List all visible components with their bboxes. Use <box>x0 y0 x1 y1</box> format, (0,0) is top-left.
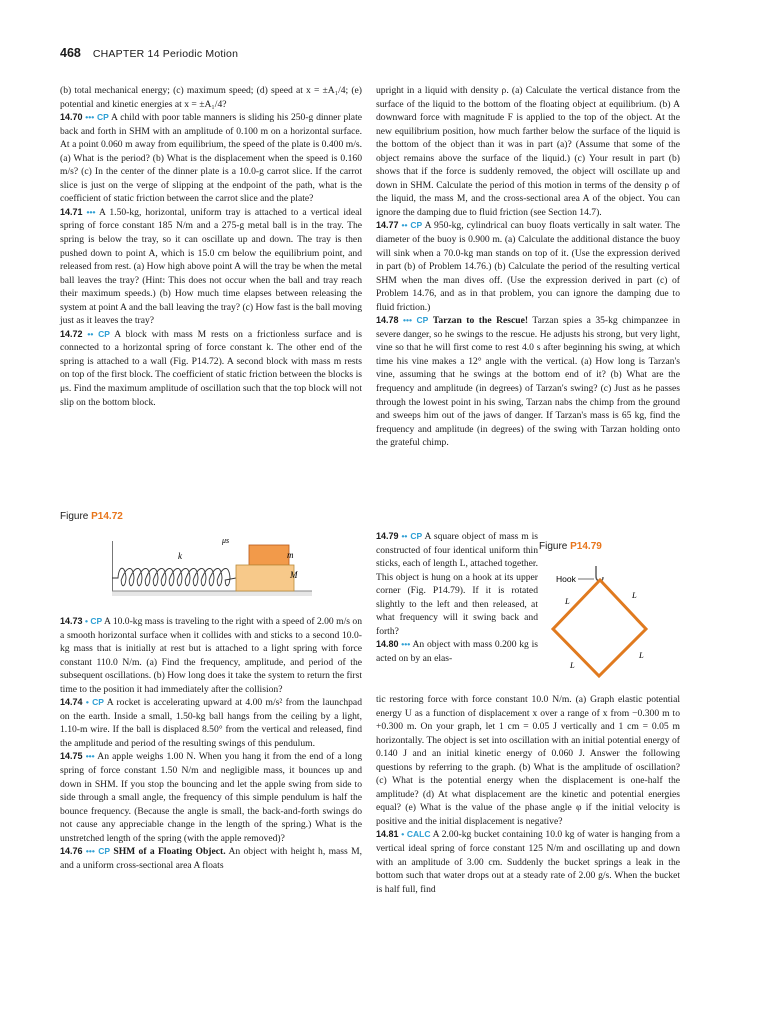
m-label: m <box>287 550 294 560</box>
problem-14-79 <box>376 530 538 638</box>
problem-text: A block with mass M rests on a frictionless surface and is connected to a horizontal spring of force constant k. The other end of the spring is attached to a wall (Fig. P14.72). A second block with mass m rests on top of the first block. The coefficient of static friction between the blocks is μs. Find the maximum amplitude of oscillation such that the top block will not slip on the bottom block. <box>60 328 362 408</box>
side-label-L: L <box>565 596 570 606</box>
floor <box>112 591 312 596</box>
difficulty-dots: • <box>85 697 89 708</box>
hook-label: Hook <box>556 574 576 584</box>
mu-s-label: μs <box>222 536 230 545</box>
problem-text: A 2.00-kg bucket containing 10.0 kg of water is hanging from a vertical ideal spring of force constant 125 N/m and oscillating up and down with an amplitude of 3.00 cm. Suddenly the bucket springs a leak in the bottom such that water drops out at a steady rate of 2.00 g/s. When the bucket is half full, find <box>376 829 681 895</box>
difficulty-dots: ••• <box>403 315 412 326</box>
cp-tag: CP <box>92 697 104 708</box>
difficulty-dots: ••• <box>86 206 96 217</box>
difficulty-dots: • <box>401 829 405 840</box>
chapter-title: CHAPTER 14 Periodic Motion <box>92 48 239 60</box>
page-number: 468 <box>60 46 81 60</box>
problem-14-78 <box>376 314 680 449</box>
problem-text: A 1.50-kg, horizontal, uniform tray is attached to a vertical ideal spring of force constant 185 N/m and a 275-g metal ball is in the tray. The spring is below the tray, so it can oscillate up and down. The tray is then pushed down to point A, which is 15.0 cm below the equilibrium point, and released from rest. (a) How high above point A will the tray be when the metal ball leaves the tray? (Hint: This does not occur when the ball and tray reach their maximum speeds.) (b) How much time elapses between releasing the system at point A and the ball leaving the tray? (c) How fast is the ball moving just as it leaves the tray? <box>60 206 362 327</box>
calc-tag: CALC <box>406 829 431 840</box>
difficulty-dots: ••• <box>401 639 411 650</box>
running-head <box>60 46 238 62</box>
difficulty-dots: ••• <box>85 846 95 857</box>
cp-tag: CP <box>416 315 429 326</box>
continued-text: (b) total mechanical energy; (c) maximum speed; (d) speed at x = ±A₁/4; (e) potential and kinetic energies at x = ±A₁/4? <box>60 85 362 110</box>
problem-14-76 <box>60 845 362 872</box>
problem-text: An apple weighs 1.00 N. When you hang it from the end of a long spring of force constant 1.50 N/m and negligible mass, it bounces up and down in SHM. If you stop the bouncing and let the apple swing from side to side through a small angle, the frequency of this simple pendulum is half the bounce frequency. (Because the angle is small, the back-and-forth swings do not cause any appreciable change in the length of the spring.) What is the unstretched length of the spring (with the apple removed)? <box>60 751 362 844</box>
k-label: k <box>178 551 182 561</box>
difficulty-dots: •• <box>401 531 408 541</box>
figure-caption-p14-79: Figure P14.79 <box>539 541 602 552</box>
problem-number: 14.77 <box>376 220 399 231</box>
problem-text: An object with mass 0.200 kg is acted on by an elas- <box>376 639 538 664</box>
cp-tag: CP <box>410 531 423 541</box>
problem-14-72 <box>60 328 362 409</box>
problem-text: Tarzan spies a 35-kg chimpanzee in severe danger, so he swings to the rescue. He adjusts his strong, but very light, vine so that he will first come to rest 4.0 s after beginning his swing, at which time his vine makes a 12° angle with the vertical. (a) How long is Tarzan's vine, assuming that he swings at the bottom end of it? (b) What are the frequency and amplitude (in degrees) of Tarzan's swing? (c) Just as he passes through the lowest point in his swing, Tarzan nabs the chimp from the ground and sweeps him out of the jaws of danger. If Tarzan's mass is 65 kg, find the frequency and amplitude (in degrees) of the swing with Tarzan holding onto the grateful chimp. <box>376 315 680 449</box>
figure-caption-p14-72: Figure P14.72 <box>60 511 123 522</box>
problem-number: 14.74 <box>60 697 83 708</box>
problem-14-73 <box>60 615 362 696</box>
problem-text: A child with poor table manners is sliding his 250-g dinner plate back and forth in SHM with an amplitude of 0.100 m on a horizontal surface. At a point 0.060 m away from equilibrium, the speed of the plate is 0.400 m/s. (a) What is the period? (b) What is the displacement when the speed is 0.160 m/s? (c) In the center of the dinner plate is a 10.0-g carrot slice. If the carrot slice is just on the verge of slipping at the endpoint of the path, what is the coefficient of static friction between the carrot slice and the plate? <box>60 112 362 205</box>
problem-number: 14.71 <box>60 206 83 217</box>
side-label-L: L <box>632 590 637 600</box>
problem-text: A square object of mass m is constructed of four identical uniform thin sticks, each of length L, attached together. This object is hung on a hook at its upper corner (Fig. P14.79). If it is rotated slightly to the left and then released, at what frequency will it swing back and forth? <box>376 531 538 637</box>
problem-14-75 <box>60 750 362 845</box>
left-column-lower <box>60 615 362 872</box>
M-label: M <box>290 570 298 580</box>
cp-tag: CP <box>410 220 423 231</box>
problem-number: 14.75 <box>60 751 83 762</box>
cp-tag: CP <box>90 616 103 626</box>
problem-14-81 <box>376 828 680 896</box>
problem-title: Tarzan to the Rescue! <box>432 315 529 327</box>
right-column-lower <box>376 693 680 896</box>
hanging-square-figure <box>548 562 688 684</box>
cp-tag: CP <box>97 112 109 123</box>
problem-14-70 <box>60 111 362 206</box>
problem-number: 14.79 <box>376 531 399 541</box>
problem-text: A 10.0-kg mass is traveling to the right with a speed of 2.00 m/s on a smooth horizontal surface when it collides with and sticks to a second 10.0-kg mass that is initially at rest but is attached to a light spring with force constant 110.0 N/m. (a) Find the frequency, amplitude, and period of the subsequent oscillations. (b) How long does it take the system to return the first time to the position it had immediately after the collision? <box>60 616 362 695</box>
problem-14-80-cont <box>376 693 680 828</box>
difficulty-dots: •• <box>401 220 408 231</box>
cp-tag: CP <box>98 846 110 857</box>
left-column <box>60 84 362 409</box>
problem-text: A 950-kg, cylindrical can buoy floats vertically in salt water. The diameter of the buoy is 0.900 m. (a) Calculate the additional distance the buoy will sink when a 70.0-kg man stands on top of it. (Use the expression derived in part (b) of Problem 14.76.) (b) Calculate the period of the resulting vertical SHM when the man dives off. (Use the expression derived in part (c) of Problem 14.76, and as in that problem, you can ignore the damping due to fluid friction.) <box>376 220 680 313</box>
difficulty-dots: •• <box>87 328 94 339</box>
problem-number: 14.76 <box>60 846 83 857</box>
side-label-L: L <box>639 650 644 660</box>
problem-number: 14.81 <box>376 829 399 840</box>
problem-text: A rocket is accelerating upward at 4.00 m/s² from the launchpad on the earth. Inside a small, 1.50-kg ball hangs from the ceiling by a light, 1.10-m wire. If the ball is displaced 8.50° from the vertical and released, find the amplitude and period of the resulting swings of this pendulum. <box>60 697 362 749</box>
difficulty-dots: • <box>84 616 88 626</box>
problem-number: 14.78 <box>376 315 399 326</box>
problem-14-71 <box>60 206 362 328</box>
difficulty-dots: ••• <box>85 751 95 762</box>
side-label-L: L <box>570 660 575 670</box>
problem-14-77 <box>376 219 680 314</box>
continued-text: upright in a liquid with density ρ. (a) Calculate the vertical distance from the surface of the liquid to the bottom of the floating object at equilibrium. (b) A downward force with magnitude F is applied to the top of the object. At the new equilibrium position, how much farther below the surface of the liquid is the bottom of the object than it was in part (a)? (Assume that some of the object remains above the surface of the liquid.) (c) Your result in part (b) shows that if the force is suddenly removed, the object will oscillate up and down in SHM. Calculate the period of this motion in terms of the density ρ of the liquid, the mass M, and the cross-sectional area A of the object. You can ignore the damping due to fluid friction (see Section 14.7). <box>376 85 680 218</box>
problem-14-80 <box>376 638 538 665</box>
problem-14-74 <box>60 696 362 750</box>
problem-number: 14.72 <box>60 328 83 339</box>
spring <box>112 568 236 586</box>
block-m <box>249 545 289 565</box>
right-column <box>376 84 680 450</box>
difficulty-dots: ••• <box>85 112 95 123</box>
problem-number: 14.80 <box>376 639 399 650</box>
cp-tag: CP <box>98 328 110 339</box>
problem-text: tic restoring force with force constant 10.0 N/m. (a) Graph elastic potential energy U as a function of displacement x over a range of x from −0.300 m to +0.300 m. On your graph, let 1 cm = 0.05 J vertically and 1 cm = 0.05 m horizontally. The object is set into oscillation with an initial potential energy of 0.140 J and an initial kinetic energy of 0.060 J. Answer the following questions by referring to the graph. (b) What is the amplitude of oscillation? (c) What is the potential energy when the displacement is one-half the amplitude? (d) At what displacement are the kinetic and potential energies equal? (e) What is the value of the phase angle φ if the initial velocity is positive and the initial displacement is negative? <box>376 694 680 827</box>
problem-number: 14.73 <box>60 616 83 626</box>
problem-number: 14.70 <box>60 112 83 123</box>
spring-block-figure <box>112 533 312 605</box>
problem-title: SHM of a Floating Object. <box>113 846 226 858</box>
problem-text: An object with height h, mass M, and a uniform cross-sectional area A floats <box>60 846 363 871</box>
block-M <box>236 565 294 591</box>
